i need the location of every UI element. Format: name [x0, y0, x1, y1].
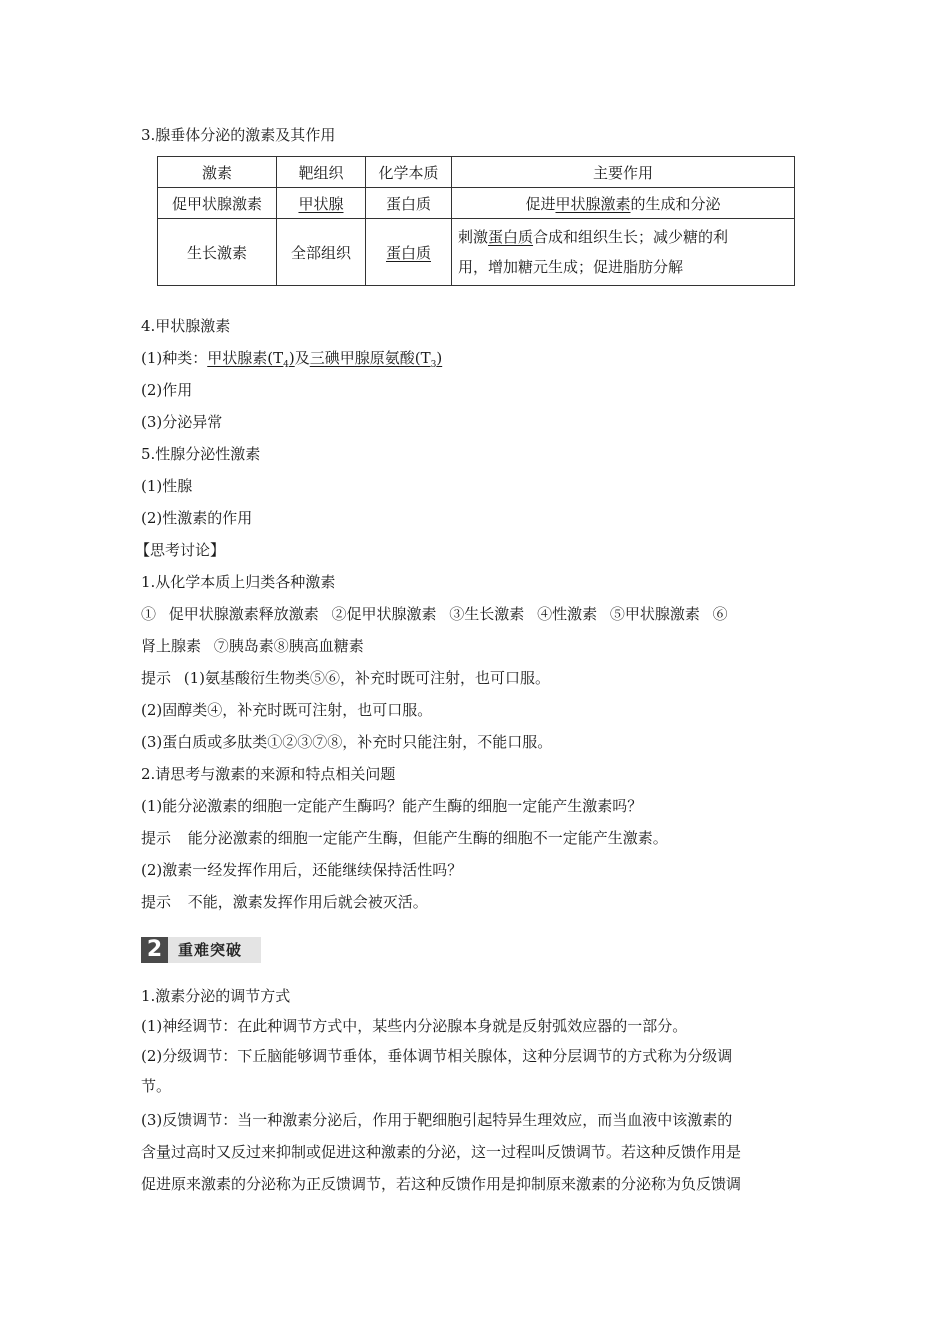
regulation-title: 1.激素分泌的调节方式 — [141, 987, 291, 1005]
feedback-regulation: 含量过高时又反过来抑制或促进这种激素的分泌，这一过程叫反馈调节。若这种反馈作用是 — [141, 1143, 742, 1161]
hint: (2)固醇类④，补充时既可注射，也可口服。 — [141, 701, 433, 719]
section-4-title: 4.甲状腺激素 — [141, 317, 231, 335]
hormone-list: ① 促甲状腺激素释放激素 ②促甲状腺激素 ③生长激素 ④性激素 ⑤甲状腺激素 ⑥ — [141, 605, 728, 623]
section-5-title: 5.性腺分泌性激素 — [141, 445, 261, 463]
thyroid-abnormal: (3)分泌异常 — [141, 413, 223, 431]
section-title: 重难突破 — [178, 941, 243, 959]
table-header: 靶组织 — [277, 157, 366, 188]
feedback-regulation: 促进原来激素的分泌称为正反馈调节，若这种反馈作用是抑制原来激素的分泌称为负反馈调 — [141, 1175, 742, 1193]
table-cell: 刺激蛋白质合成和组织生长；减少糖的利 用，增加糖元生成；促进脂肪分解 — [452, 219, 795, 286]
table-header: 激素 — [158, 157, 277, 188]
discussion-heading: 【思考讨论】 — [135, 541, 226, 559]
section-number: 2 — [141, 937, 168, 963]
answer-2-1: 提示 能分泌激素的细胞一定能产生酶，但能产生酶的细胞不一定能产生激素。 — [141, 829, 668, 847]
graded-regulation: (2)分级调节：下丘脑能够调节垂体，垂体调节相关腺体，这种分层调节的方式称为分级调 — [141, 1047, 733, 1065]
question-1: 1.从化学本质上归类各种激素 — [141, 573, 336, 591]
hormone-list: 肾上腺素 ⑦胰岛素⑧胰高血糖素 — [141, 637, 364, 655]
question-2-2: (2)激素一经发挥作用后，还能继续保持活性吗？ — [141, 861, 463, 879]
table-cell: 促甲状腺激素 — [158, 188, 277, 219]
table-row — [158, 188, 795, 219]
hint: (3)蛋白质或多肽类①②③⑦⑧，补充时只能注射，不能口服。 — [141, 733, 553, 751]
hormone-table — [157, 156, 795, 286]
table-cell: 促进甲状腺激素的生成和分泌 — [452, 188, 795, 219]
thyroid-types: (1)种类：甲状腺素$(T_4)$及三碘甲腺原氨酸$(T_3)$ — [141, 349, 443, 370]
question-2-1: (1)能分泌激素的细胞一定能产生酶吗？能产生酶的细胞一定能产生激素吗？ — [141, 797, 643, 815]
table-cell: 全部组织 — [277, 219, 366, 286]
question-2: 2.请思考与激素的来源和特点相关问题 — [141, 765, 396, 783]
hint: 提示 (1)氨基酸衍生物类⑤⑥，补充时既可注射，也可口服。 — [141, 669, 551, 687]
sex-hormone-function: (2)性激素的作用 — [141, 509, 253, 527]
feedback-regulation: (3)反馈调节：当一种激素分泌后，作用于靶细胞引起特异生理效应，而当血液中该激素的 — [141, 1111, 733, 1129]
section-2-banner — [141, 937, 261, 963]
section-3-title: 3.腺垂体分泌的激素及其作用 — [141, 126, 336, 144]
gonad: (1)性腺 — [141, 477, 193, 495]
table-cell: 蛋白质 — [366, 188, 452, 219]
table-cell: 蛋白质 — [366, 219, 452, 286]
table-header: 化学本质 — [366, 157, 452, 188]
table-cell: 甲状腺 — [277, 188, 366, 219]
table-row — [158, 219, 795, 286]
graded-regulation: 节。 — [141, 1077, 172, 1095]
table-cell: 生长激素 — [158, 219, 277, 286]
neural-regulation: (1)神经调节：在此种调节方式中，某些内分泌腺本身就是反射弧效应器的一部分。 — [141, 1017, 688, 1035]
answer-2-2: 提示 不能，激素发挥作用后就会被灭活。 — [141, 893, 428, 911]
thyroid-function: (2)作用 — [141, 381, 193, 399]
table-header: 主要作用 — [452, 157, 795, 188]
table-header-row — [158, 157, 795, 188]
